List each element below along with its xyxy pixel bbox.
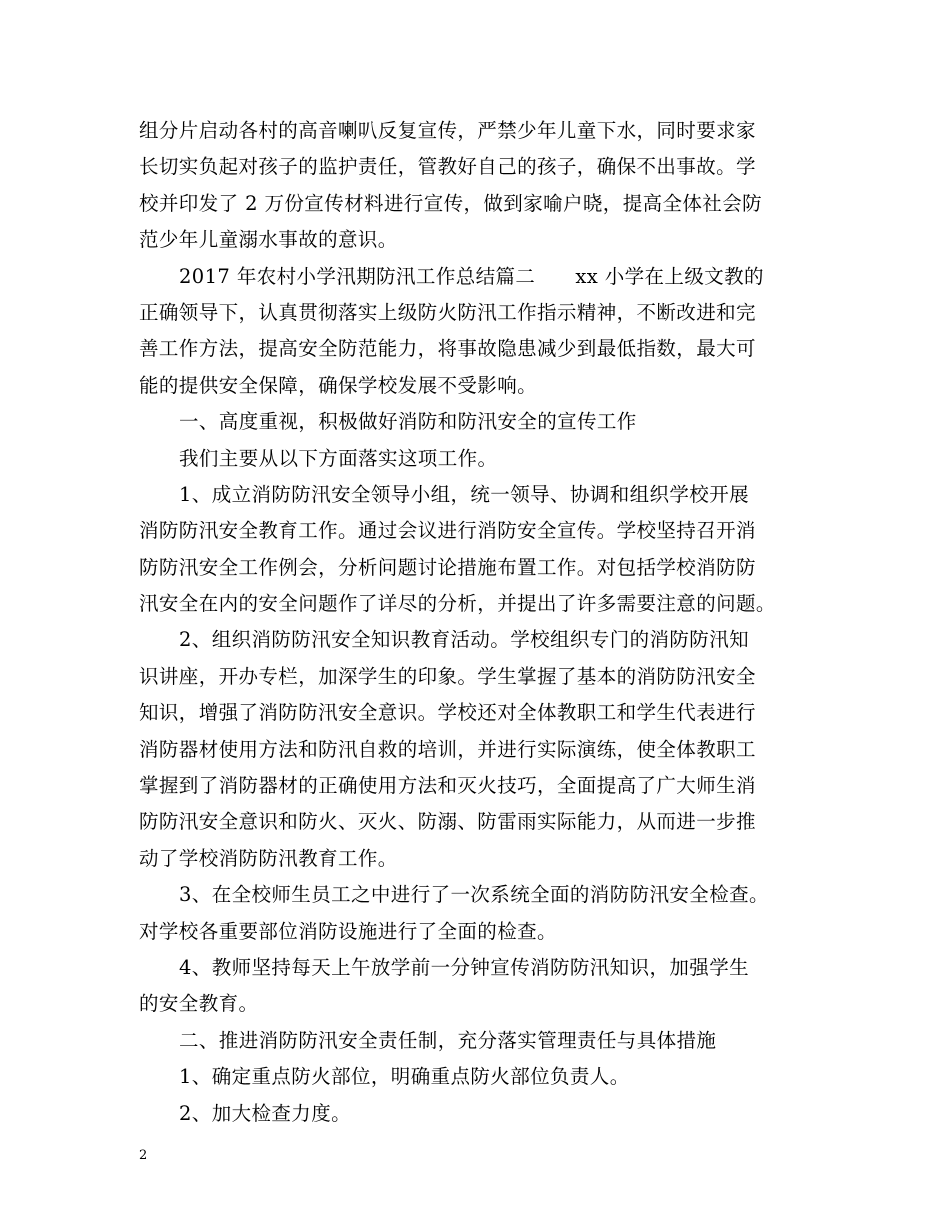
text-line: 我们主要从以下方面落实这项工作。 bbox=[179, 446, 498, 470]
text-line: 的安全教育。 bbox=[139, 992, 259, 1016]
text-line: 防防汛安全意识和防火、灭火、防溺、防雷雨实际能力，从而进一步推 bbox=[139, 810, 756, 834]
text-line: 正确领导下，认真贯彻落实上级防火防汛工作指示精神，不断改进和完 bbox=[139, 300, 756, 324]
text-line: 掌握到了消防器材的正确使用方法和灭火技巧，全面提高了广大师生消 bbox=[139, 774, 756, 798]
text-line: 善工作方法，提高安全防范能力，将事故隐患减少到最低指数，最大可 bbox=[139, 337, 756, 361]
text-line: 2、组织消防防汛安全知识教育活动。学校组织专门的消防防汛知 bbox=[179, 628, 750, 652]
text-line: 防防汛安全工作例会，分析问题讨论措施布置工作。对包括学校消防防 bbox=[139, 555, 756, 579]
text-line: 汛安全在内的安全问题作了详尽的分析，并提出了许多需要注意的问题。 bbox=[139, 592, 776, 616]
heading-line: 二、推进消防防汛安全责任制，充分落实管理责任与具体措施 bbox=[179, 1028, 717, 1052]
page-number: 2 bbox=[139, 1148, 148, 1163]
text-fragment: xx 小学在上级文教的 bbox=[575, 264, 764, 288]
text-line: 校并印发了 2 万份宣传材料进行宣传，做到家喻户晓，提高全体社会防 bbox=[139, 191, 763, 215]
text-line: 2、加大检查力度。 bbox=[179, 1101, 352, 1125]
text-line: 知识，增强了消防防汛安全意识。学校还对全体教职工和学生代表进行 bbox=[139, 701, 756, 725]
text-line: 1、成立消防防汛安全领导小组，统一领导、协调和组织学校开展 bbox=[179, 482, 750, 506]
text-line: 4、教师坚持每天上午放学前一分钟宣传消防防汛知识，加强学生 bbox=[179, 955, 750, 979]
text-line: 消防防汛安全教育工作。通过会议进行消防安全宣传。学校坚持召开消 bbox=[139, 519, 756, 543]
text-line: 识讲座，开办专栏，加深学生的印象。学生掌握了基本的消防防汛安全 bbox=[139, 664, 756, 688]
text-line: 范少年儿童溺水事故的意识。 bbox=[139, 228, 398, 252]
document-body bbox=[139, 113, 819, 1132]
text-line: 3、在全校师生员工之中进行了一次系统全面的消防防汛安全检查。 bbox=[179, 883, 769, 907]
heading-line: 一、高度重视，积极做好消防和防汛安全的宣传工作 bbox=[179, 410, 637, 434]
text-line: 能的提供安全保障，确保学校发展不受影响。 bbox=[139, 373, 538, 397]
text-line: 1、确定重点防火部位，明确重点防火部位负责人。 bbox=[179, 1065, 630, 1089]
text-line: 长切实负起对孩子的监护责任，管教好自己的孩子，确保不出事故。学 bbox=[139, 155, 756, 179]
section-title-line bbox=[139, 259, 819, 295]
text-line: 消防器材使用方法和防汛自救的培训，并进行实际演练，使全体教职工 bbox=[139, 737, 756, 761]
text-line: 动了学校消防防汛教育工作。 bbox=[139, 846, 398, 870]
section-title: 2017 年农村小学汛期防汛工作总结篇二 bbox=[179, 264, 536, 288]
text-line: 组分片启动各村的高音喇叭反复宣传，严禁少年儿童下水，同时要求家 bbox=[139, 119, 756, 142]
text-line: 对学校各重要部位消防设施进行了全面的检查。 bbox=[139, 919, 557, 943]
